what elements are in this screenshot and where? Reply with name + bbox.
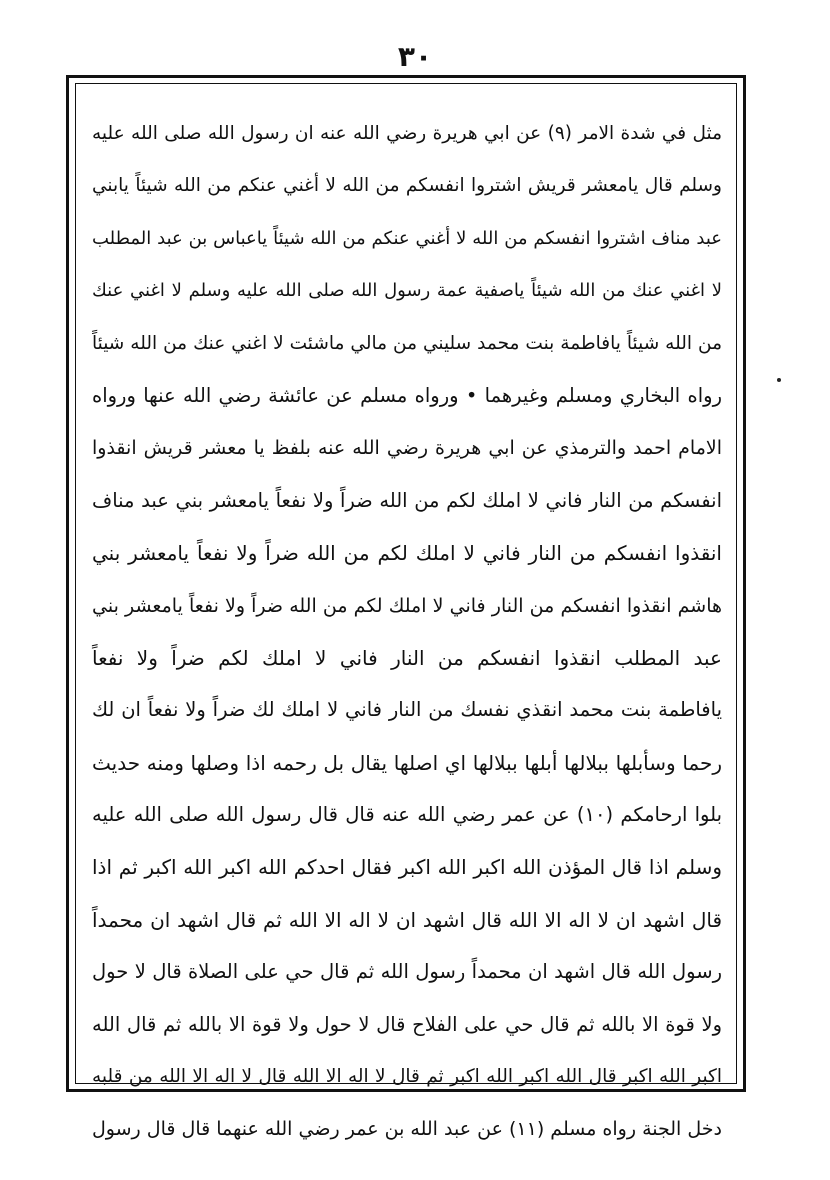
text-line: يافاطمة بنت محمد انقذي نفسك من النار فاني لا املك لك ضراً ولا نفعاً ان لك xyxy=(92,698,722,722)
text-line: انفسكم من النار فاني لا املك لكم من الله ضراً ولا نفعاً يامعشر بني عبد مناف xyxy=(92,488,722,512)
text-line: اكبر الله اكبر قال الله اكبر الله اكبر ثم قال لا اله الا الله قال لا اله الا الله من قلبه xyxy=(92,1066,722,1088)
text-block xyxy=(92,108,722,1156)
text-line: ولا قوة الا بالله ثم قال حي على الفلاح قال لا حول ولا قوة الا بالله ثم قال الله xyxy=(92,1012,722,1036)
text-line: قال اشهد ان لا اله الا الله قال اشهد ان لا اله الا الله ثم قال اشهد ان محمداً xyxy=(92,907,722,932)
page-number: ٣٠ xyxy=(397,40,433,73)
text-line: مثل في شدة الامر (٩) عن ابي هريرة رضي الله عنه ان رسول الله صلى الله عليه xyxy=(92,123,723,144)
text-line: دخل الجنة رواه مسلم (١١) عن عبد الله بن عمر رضي الله عنهما قال قال رسول xyxy=(92,1118,722,1141)
text-line: رسول الله قال اشهد ان محمداً رسول الله ثم قال حي على الصلاة قال لا حول xyxy=(92,960,722,984)
text-line: من الله شيئاً يافاطمة بنت محمد سليني من مالي ماشئت لا اغني عنك من الله شيئاً xyxy=(92,332,722,354)
text-line: لا اغني عنك من الله شيئاً ياصفية عمة رسول الله صلى الله عليه وسلم لا اغني عنك xyxy=(92,280,722,302)
text-line: عبد مناف اشتروا انفسكم من الله لا أغني عنكم من الله شيئاً ياعباس بن عبد المطلب xyxy=(92,227,722,249)
text-line: رواه البخاري ومسلم وغيرهما • ورواه مسلم عن عائشة رضي الله عنها ورواه xyxy=(92,383,722,407)
text-line: انقذوا انفسكم من النار فاني لا املك لكم من الله ضراً ولا نفعاً يامعشر بني xyxy=(92,541,722,566)
margin-mark xyxy=(777,378,781,382)
text-line: وسلم قال يامعشر قريش اشتروا انفسكم من الله لا أغني عنكم من الله شيئاً يابني xyxy=(92,175,722,197)
text-line: الامام احمد والترمذي عن ابي هريرة رضي الله عنه بلفظ يا معشر قريش انقذوا xyxy=(92,437,722,460)
text-line: بلوا ارحامكم (١٠) عن عمر رضي الله عنه قال قال رسول الله صلى الله عليه xyxy=(92,803,723,827)
text-line: رحما وسأبلها ببلالها أبلها ببلالها اي اصلها يقال بل رحمه اذا وصلها ومنه حديث xyxy=(92,750,722,775)
text-line: وسلم اذا قال المؤذن الله اكبر الله اكبر فقال احدكم الله اكبر الله اكبر ثم اذا xyxy=(92,855,722,880)
text-line: هاشم انقذوا انفسكم من النار فاني لا املك لكم من الله ضراً ولا نفعاً يامعشر بني xyxy=(92,594,722,617)
text-line: عبد المطلب انقذوا انفسكم من النار فاني لا املك لكم ضراً ولا نفعاً xyxy=(92,645,722,670)
